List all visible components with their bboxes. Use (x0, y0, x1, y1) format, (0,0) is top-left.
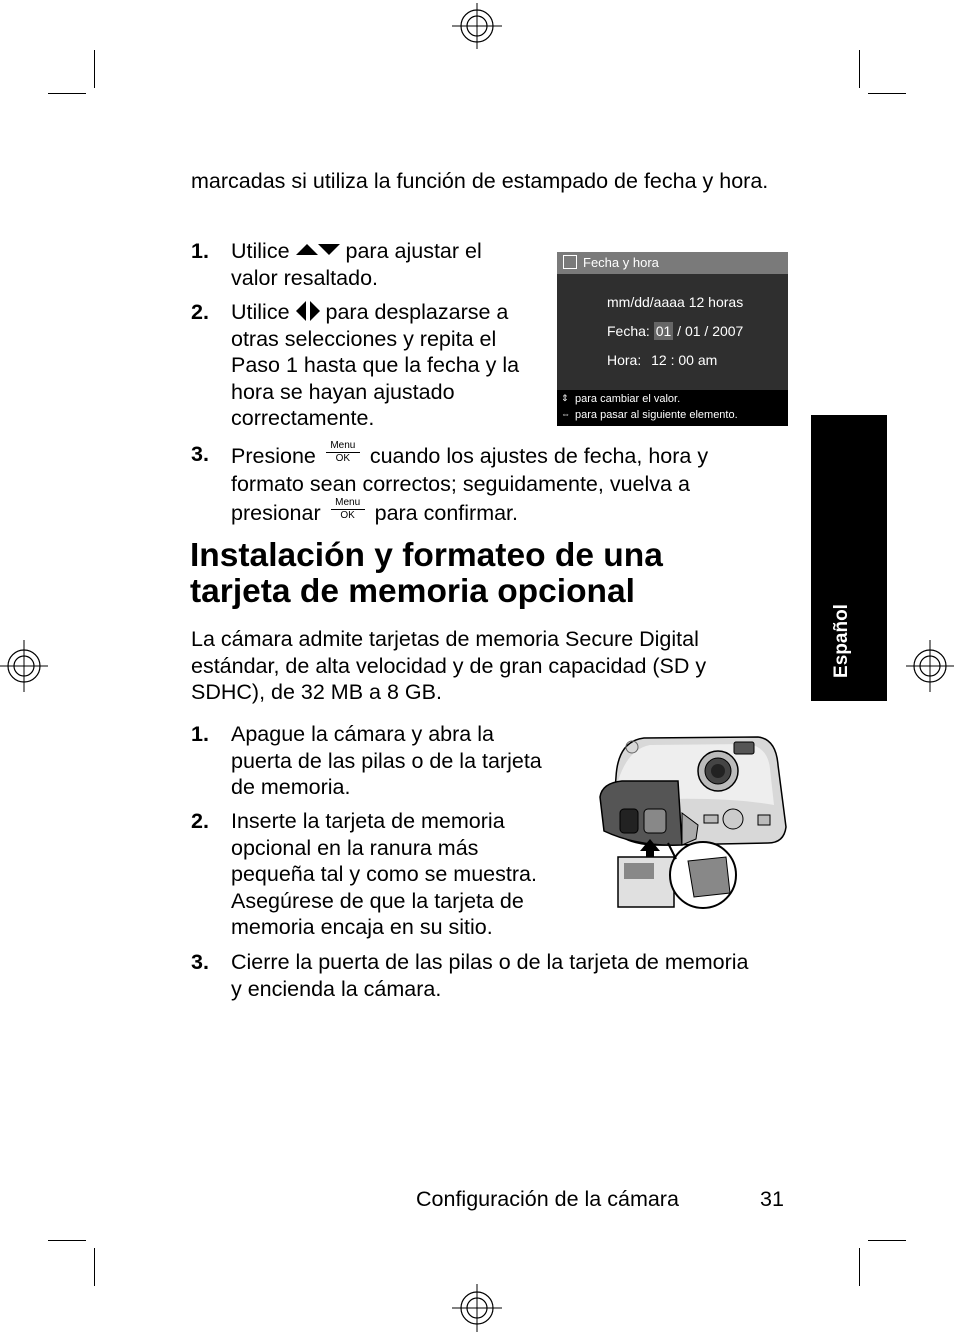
step-number: 2. (191, 809, 209, 833)
registration-mark-icon (0, 640, 48, 692)
format-line: mm/dd/aaaa 12 horas (607, 294, 744, 310)
registration-mark-icon (906, 640, 954, 692)
crop-mark (48, 93, 86, 94)
hora-line: Hora: 12 : 00 am (607, 352, 718, 368)
registration-mark-icon (452, 1284, 502, 1332)
footer-section-title: Configuración de la cámara (416, 1187, 679, 1211)
step-number: 3. (191, 442, 209, 466)
date-time-screen (557, 252, 788, 426)
left-right-arrow-icon: ⇔ (561, 409, 570, 419)
crop-mark (48, 1240, 86, 1241)
menu-ok-button-icon: Menu OK (326, 441, 360, 464)
registration-mark-icon (452, 3, 502, 49)
step-number: 1. (191, 722, 209, 746)
fecha-line: Fecha: 01 / 01 / 2007 (607, 323, 744, 339)
screen-title-bar: Fecha y hora (557, 252, 788, 274)
step-number: 3. (191, 950, 209, 974)
step-number: 2. (191, 300, 209, 324)
body-paragraph: La cámara admite tarjetas de memoria Secure Digital estándar, de alta velocidad y de gran capacidad (SD y SDHC), de 32 MB a 8 GB. (191, 627, 707, 704)
screen-hints: ⇕ para cambiar el valor. ⇔ para pasar al siguiente elemento. (557, 390, 788, 426)
page-number: 31 (760, 1187, 784, 1211)
crop-mark (859, 50, 860, 88)
calendar-icon (563, 255, 577, 269)
crop-mark (868, 1240, 906, 1241)
crop-mark (94, 1248, 95, 1286)
crop-mark (94, 50, 95, 88)
crop-mark (859, 1248, 860, 1286)
intro-paragraph: marcadas si utiliza la función de estampado de fecha y hora. (191, 169, 769, 193)
crop-mark (868, 93, 906, 94)
left-arrow-icon (296, 301, 306, 321)
language-tab-label: Español (831, 604, 852, 678)
right-arrow-icon (310, 301, 320, 321)
menu-ok-button-icon: Menu OK (331, 498, 365, 521)
camera-memory-card-illustration (598, 735, 790, 910)
up-arrow-icon (296, 244, 318, 255)
down-arrow-icon (318, 244, 340, 255)
up-down-arrow-icon: ⇕ (561, 393, 569, 403)
section-heading: Instalación y formateo de una tarjeta de memoria opcional (190, 537, 663, 610)
highlighted-month: 01 (655, 323, 672, 339)
step-number: 1. (191, 239, 209, 263)
